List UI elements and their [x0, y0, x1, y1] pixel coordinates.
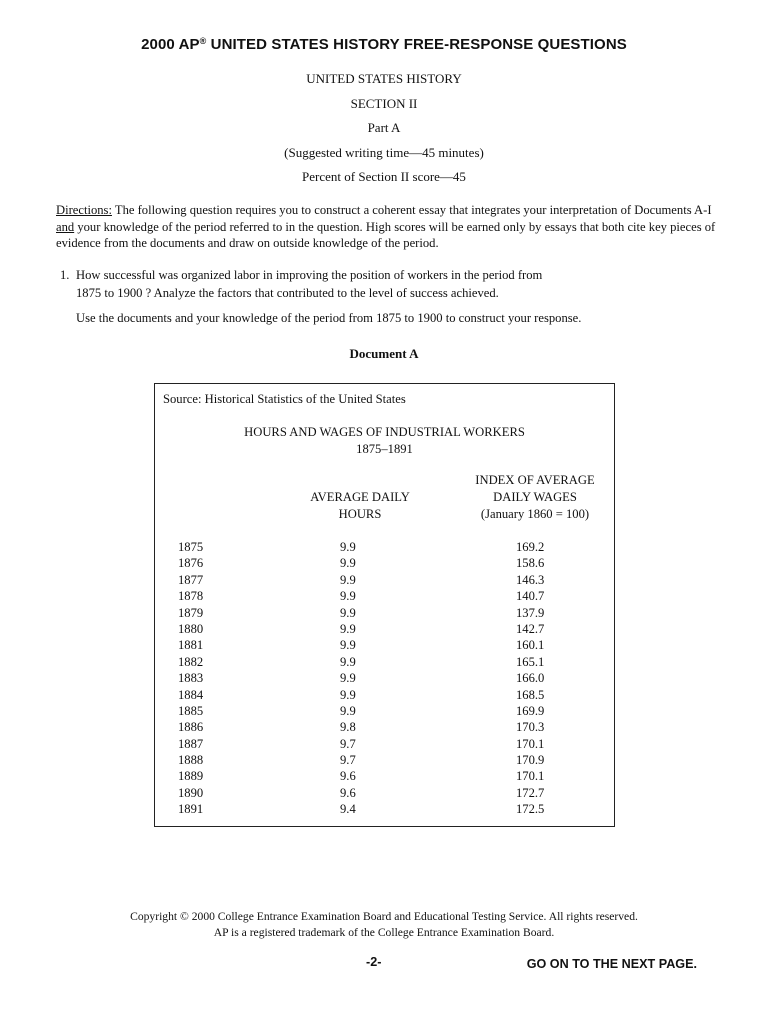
hours-cell: 9.9: [340, 556, 356, 571]
part-line: Part A: [367, 120, 401, 135]
hours-cell: 9.4: [340, 802, 356, 817]
table-row: [155, 687, 614, 703]
question-1: [60, 266, 710, 302]
index-cell: 158.6: [516, 556, 545, 571]
year-cell: 1878: [178, 589, 204, 604]
year-cell: 1886: [178, 720, 204, 735]
index-cell: 169.9: [516, 703, 545, 718]
hours-cell: 9.9: [340, 638, 356, 653]
column-header-index: [455, 472, 615, 523]
year-cell: 1890: [178, 785, 204, 800]
question-instructions: Use the documents and your knowledge of the period from 1875 to 1900 to construct your response.: [76, 311, 582, 325]
year-cell: 1885: [178, 703, 204, 718]
hours-cell: 9.9: [340, 540, 356, 554]
table-title-line: HOURS AND WAGES OF INDUSTRIAL WORKERS: [244, 425, 525, 439]
table-years-line: 1875–1891: [356, 441, 413, 456]
hours-cell: 9.9: [340, 703, 356, 718]
year-cell: 1889: [178, 769, 204, 784]
year-cell: 1882: [178, 654, 204, 669]
table-row: [155, 555, 614, 571]
page-number: -2-: [366, 955, 382, 969]
hours-cell: 9.6: [340, 769, 356, 784]
index-cell: 172.7: [516, 785, 545, 800]
registered-mark: ®: [199, 36, 207, 46]
year-cell: 1883: [178, 671, 204, 686]
percent-line: Percent of Section II score—45: [302, 169, 466, 184]
section-info: [0, 70, 768, 193]
page-title-prefix: 2000 AP: [141, 36, 200, 53]
hours-cell: 9.9: [340, 671, 356, 686]
year-cell: 1880: [178, 621, 204, 636]
table-row: [155, 768, 614, 784]
directions-and: and: [56, 219, 75, 234]
index-cell: 170.3: [516, 720, 545, 735]
column-header-index-line-2: DAILY WAGES: [493, 490, 577, 504]
table-row: [155, 572, 614, 588]
directions-text-2: your knowledge of the period referred to in the question. High scores will be earned only by essays that both cite key pieces of evidence from the documents and draw on outside knowledge of the period.: [56, 219, 716, 251]
hours-cell: 9.7: [340, 753, 356, 768]
index-cell: 169.2: [516, 540, 545, 554]
table-row: [155, 621, 614, 637]
table-row: [155, 654, 614, 670]
year-cell: 1879: [178, 605, 204, 620]
index-cell: 168.5: [516, 687, 545, 702]
table-title: [155, 424, 614, 457]
index-cell: 170.1: [516, 769, 545, 784]
table-row: [155, 785, 614, 801]
column-header-hours-line-2: HOURS: [338, 507, 382, 521]
time-line: (Suggested writing time—45 minutes): [284, 144, 484, 160]
year-cell: 1887: [178, 736, 204, 751]
question-number: 1.: [60, 268, 70, 282]
question-text-1: How successful was organized labor in improving the position of workers in the period from: [76, 268, 543, 282]
index-cell: 170.9: [516, 753, 545, 768]
index-cell: 160.1: [516, 638, 545, 653]
year-cell: 1884: [178, 687, 204, 702]
column-header-index-line-3: (January 1860 = 100): [480, 507, 590, 521]
hours-cell: 9.7: [340, 736, 356, 751]
page-title: [0, 36, 768, 53]
hours-cell: 9.9: [340, 572, 356, 587]
hours-cell: 9.9: [340, 621, 356, 636]
document-a-box: [154, 383, 615, 827]
index-cell: 166.0: [516, 671, 545, 686]
document-source: Source: Historical Statistics of the United States: [163, 392, 406, 406]
directions-paragraph: [56, 202, 716, 252]
table-row: [155, 670, 614, 686]
hours-cell: 9.9: [340, 605, 356, 620]
column-header-hours-line-1: AVERAGE DAILY: [310, 490, 410, 504]
year-cell: 1891: [178, 802, 204, 817]
page-title-suffix: UNITED STATES HISTORY FREE-RESPONSE QUESTIONS: [206, 36, 627, 53]
hours-cell: 9.9: [340, 654, 356, 669]
subject-line: UNITED STATES HISTORY: [306, 71, 462, 86]
table-row: [155, 801, 614, 817]
column-header-index-line-1: INDEX OF AVERAGE: [475, 473, 595, 487]
index-cell: 146.3: [516, 572, 545, 587]
question-line-2: 1875 to 1900 ? Analyze the factors that contributed to the level of success achieved.: [76, 286, 499, 300]
year-cell: 1876: [178, 556, 204, 571]
hours-cell: 9.9: [340, 589, 356, 604]
directions-label: Directions:: [56, 203, 112, 217]
year-cell: 1888: [178, 753, 204, 768]
index-cell: 137.9: [516, 605, 545, 620]
column-header-hours: [275, 489, 445, 523]
copyright-line-1: Copyright © 2000 College Entrance Examination Board and Educational Testing Service. All rights reserved.: [130, 910, 638, 923]
index-cell: 142.7: [516, 621, 545, 636]
next-page-notice: GO ON TO THE NEXT PAGE.: [526, 957, 697, 971]
index-cell: 172.5: [516, 802, 545, 817]
table-row: [155, 719, 614, 735]
table-row: [155, 539, 614, 555]
table-row: [155, 588, 614, 604]
hours-cell: 9.6: [340, 785, 356, 800]
hours-cell: 9.9: [340, 687, 356, 702]
table-row: [155, 752, 614, 768]
copyright-notice: [0, 909, 768, 941]
year-cell: 1877: [178, 572, 204, 587]
table-row: [155, 637, 614, 653]
year-cell: 1881: [178, 638, 204, 653]
copyright-line-2: AP is a registered trademark of the College Entrance Examination Board.: [213, 926, 555, 939]
table-row: [155, 736, 614, 752]
section-line: SECTION II: [350, 95, 418, 111]
index-cell: 165.1: [516, 654, 545, 669]
table-body: [155, 539, 614, 818]
hours-cell: 9.8: [340, 720, 356, 735]
table-row: [155, 605, 614, 621]
table-row: [155, 703, 614, 719]
year-cell: 1875: [178, 540, 204, 554]
index-cell: 170.1: [516, 736, 545, 751]
question-line-1: [60, 266, 710, 284]
index-cell: 140.7: [516, 589, 545, 604]
directions-text-1: The following question requires you to construct a coherent essay that integrates your interpretation of Documents A-I: [111, 203, 712, 217]
document-heading: Document A: [349, 346, 419, 361]
